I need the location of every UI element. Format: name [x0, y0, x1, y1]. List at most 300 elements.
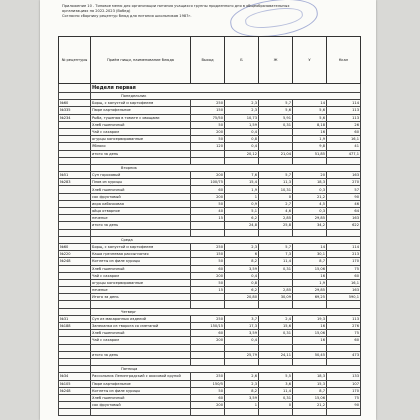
cell-output: 50	[191, 279, 225, 286]
cell-protein: 8,2	[225, 387, 259, 394]
cell-carbs: 19,3	[293, 315, 327, 322]
cell-dish-name: Рассольник Ленинградский с окосовой крупой	[91, 373, 191, 380]
cell-carbs: 16	[293, 128, 327, 135]
cell-fat	[259, 344, 293, 351]
cell-output: 50	[191, 121, 225, 128]
cell-kcal: 276	[327, 323, 361, 330]
cell-recipe-no	[59, 215, 91, 222]
week-title: Неделя первая	[91, 84, 361, 93]
document-header	[62, 4, 362, 19]
cell-dish-name: Котлеты из филе курицы	[91, 258, 191, 265]
cell-carbs: 4,5	[293, 200, 327, 207]
cell-protein: 6,2	[225, 287, 259, 294]
cell-recipe-no	[59, 279, 91, 286]
cell-recipe-no: №105	[59, 380, 91, 387]
cell-recipe-no	[59, 330, 91, 337]
cell-carbs: 18,3	[293, 179, 327, 186]
cell-protein: 7,6	[225, 172, 259, 179]
cell-fat: 5,7	[259, 100, 293, 107]
cell-dish-name: Чай с сахаром	[91, 337, 191, 344]
table-row	[59, 222, 361, 229]
cell-dish-name: Пюре картофельное	[91, 380, 191, 387]
cell-dish-name: огурцы консервированные	[91, 279, 191, 286]
cell-recipe-no	[59, 344, 91, 351]
cell-kcal: 473	[327, 351, 361, 358]
cell-fat: 0,31	[259, 330, 293, 337]
cell-protein: 0,8	[225, 136, 259, 143]
table-row	[59, 279, 361, 286]
cell-protein: 0,4	[225, 128, 259, 135]
cell-protein: 1,9	[225, 186, 259, 193]
cell-fat	[259, 128, 293, 135]
cell-recipe-no	[59, 222, 91, 229]
cell-fat: 11,3	[259, 179, 293, 186]
table-row	[59, 258, 361, 265]
table-row	[59, 380, 361, 387]
table-row	[59, 150, 361, 157]
cell-dish-name: Итого за день	[91, 294, 191, 301]
cell-recipe-no	[59, 394, 91, 401]
table-row	[59, 287, 361, 294]
cell-carbs: 18,3	[293, 373, 327, 380]
cell-dish-name: Чай с сахаром	[91, 128, 191, 135]
cell-protein: 17,3	[225, 323, 259, 330]
cell-kcal: 75	[327, 265, 361, 272]
cell-fat: 5,91	[259, 114, 293, 121]
cell-recipe-no: №335	[59, 107, 91, 114]
cell-fat: 0	[259, 193, 293, 200]
cell-recipe-no: №283	[59, 179, 91, 186]
cell-protein: 3,7	[225, 315, 259, 322]
cell-output: 15	[191, 215, 225, 222]
cell-kcal: 41	[327, 143, 361, 150]
cell-output: 100/75	[191, 179, 225, 186]
cell-fat: 11,4	[259, 258, 293, 265]
day-title-row	[59, 308, 361, 315]
cell-output: 150	[191, 107, 225, 114]
table-row	[59, 315, 361, 322]
cell-dish-name: печенье	[91, 215, 191, 222]
cell-kcal: 107	[327, 380, 361, 387]
table-row	[59, 387, 361, 394]
cell-fat: 0,31	[259, 121, 293, 128]
col-header-carbs: У	[293, 37, 327, 84]
cell-carbs: 29,85	[293, 215, 327, 222]
cell-fat: 2,7	[259, 200, 293, 207]
cell-dish-name: Борщ, с капустой и картофелем	[91, 100, 191, 107]
cell-carbs: 29,85	[293, 287, 327, 294]
cell-protein: 20,80	[225, 294, 259, 301]
cell-dish-name: Яблоко	[91, 143, 191, 150]
cell-carbs: 15,06	[293, 265, 327, 272]
cell-carbs: 8,7	[293, 258, 327, 265]
cell-recipe-no	[59, 351, 91, 358]
cell-kcal: 16,1	[327, 136, 361, 143]
day-title: Четверг	[91, 308, 361, 315]
cell-output: 200	[191, 272, 225, 279]
cell-kcal	[327, 344, 361, 351]
cell-carbs: 0,3	[293, 186, 327, 193]
cell-kcal: 90	[327, 402, 361, 409]
cell-fat: 7,3	[259, 251, 293, 258]
cell-carbs: 21,2	[293, 402, 327, 409]
cell-recipe-no: №248	[59, 387, 91, 394]
cell-kcal: 163	[327, 172, 361, 179]
cell-output: 200	[191, 172, 225, 179]
cell-kcal: 75	[327, 394, 361, 401]
cell-kcal: 46	[327, 200, 361, 207]
cell-recipe-no	[59, 128, 91, 135]
header-line-3: Согласно сборнику рецептур блюд для питания школьников 1987г.	[62, 14, 192, 18]
cell-carbs: 30,1	[293, 251, 327, 258]
cell-protein: 1,59	[225, 121, 259, 128]
cell-recipe-no	[59, 136, 91, 143]
cell-carbs: 16	[293, 337, 327, 344]
cell-output: 200	[191, 193, 225, 200]
cell-recipe-no: №248	[59, 258, 91, 265]
cell-protein: 0,4	[225, 272, 259, 279]
cell-recipe-no	[59, 402, 91, 409]
cell-recipe-no	[59, 265, 91, 272]
table-row	[59, 143, 361, 150]
cell-fat	[259, 136, 293, 143]
cell-fat: 2,85	[259, 287, 293, 294]
spacer-row	[59, 358, 361, 365]
cell-carbs: 5,6	[293, 107, 327, 114]
cell-carbs: 34,2	[293, 222, 327, 229]
spacer-row	[59, 301, 361, 308]
table-row	[59, 172, 361, 179]
cell-dish-name: Хлеб пшеничный	[91, 265, 191, 272]
col-header-protein: Б	[225, 37, 259, 84]
header-line-2: организациях на 2022-2023 (Вобед)	[62, 9, 131, 13]
cell-output: 150	[191, 251, 225, 258]
cell-fat: 2,4	[259, 315, 293, 322]
table-row	[59, 351, 361, 358]
cell-kcal: 270	[327, 179, 361, 186]
cell-carbs: 21,2	[293, 193, 327, 200]
col-header-fat: Ж	[259, 37, 293, 84]
cell-dish-name	[91, 344, 191, 351]
table-row	[59, 265, 361, 272]
cell-carbs: 69,25	[293, 294, 327, 301]
cell-output: 60	[191, 394, 225, 401]
cell-recipe-no: №234	[59, 114, 91, 121]
cell-protein: 24,8	[225, 222, 259, 229]
cell-protein: 3,59	[225, 265, 259, 272]
table-row	[59, 251, 361, 258]
cell-protein: 5,1	[225, 208, 259, 215]
cell-protein: 0,4	[225, 337, 259, 344]
cell-dish-name: Плов из курицы	[91, 179, 191, 186]
table-row	[59, 100, 361, 107]
cell-dish-name: Суп гороховый	[91, 172, 191, 179]
cell-fat	[259, 337, 293, 344]
cell-fat	[259, 272, 293, 279]
table-row	[59, 402, 361, 409]
cell-protein: 0,9	[225, 200, 259, 207]
cell-carbs: 16	[293, 272, 327, 279]
cell-fat: 5,5	[259, 373, 293, 380]
cell-dish-name: итого за день	[91, 351, 191, 358]
cell-output	[191, 294, 225, 301]
cell-carbs: 15,3	[293, 380, 327, 387]
cell-protein: 1	[225, 402, 259, 409]
cell-carbs: 51,85	[293, 150, 327, 157]
cell-fat: 3,6	[259, 380, 293, 387]
cell-carbs: 14	[293, 100, 327, 107]
col-header-recipe-no: № рецептуры	[59, 37, 91, 84]
table-row	[59, 344, 361, 351]
cell-recipe-no	[59, 200, 91, 207]
cell-dish-name: итого за день	[91, 150, 191, 157]
cell-carbs: 15,06	[293, 394, 327, 401]
cell-protein: 0,8	[225, 279, 259, 286]
cell-fat: 5,7	[259, 172, 293, 179]
cell-carbs: 0,3	[293, 208, 327, 215]
cell-dish-name: Суп из макаронных изделий	[91, 315, 191, 322]
table-row	[59, 193, 361, 200]
cell-output: 150/15	[191, 323, 225, 330]
cell-protein: 10,73	[225, 114, 259, 121]
cell-kcal: 113	[327, 114, 361, 121]
cell-output: 150/5	[191, 380, 225, 387]
cell-dish-name: икра кабачковая	[91, 200, 191, 207]
day-title: Вторник	[91, 164, 361, 171]
day-title-row	[59, 93, 361, 100]
cell-fat: 15,6	[259, 323, 293, 330]
table-row	[59, 337, 361, 344]
cell-protein: 2,6	[225, 373, 259, 380]
cell-dish-name: Борщ, с капустой и картофелем	[91, 243, 191, 250]
cell-recipe-no	[59, 287, 91, 294]
table-row	[59, 128, 361, 135]
cell-carbs: 9,8	[293, 143, 327, 150]
table-row	[59, 136, 361, 143]
day-title: Понедельник	[91, 93, 361, 100]
cell-carbs	[293, 344, 327, 351]
cell-dish-name: Рыба, тушеная в томате с овощами	[91, 114, 191, 121]
cell-carbs: 1,9	[293, 279, 327, 286]
day-title-row	[59, 366, 361, 373]
cell-fat	[259, 279, 293, 286]
cell-protein: 2,3	[225, 380, 259, 387]
cell-carbs: 1,9	[293, 136, 327, 143]
cell-dish-name: Чай с сахаром	[91, 272, 191, 279]
cell-recipe-no: №220	[59, 251, 91, 258]
cell-output: 60	[191, 265, 225, 272]
cell-carbs: 15,06	[293, 330, 327, 337]
day-title-row	[59, 236, 361, 243]
cell-dish-name: Котлеты из филе курицы	[91, 387, 191, 394]
table-row	[59, 208, 361, 215]
cell-kcal: 60	[327, 128, 361, 135]
cell-carbs: 20	[293, 172, 327, 179]
cell-carbs: 8,7	[293, 387, 327, 394]
cell-recipe-no	[59, 272, 91, 279]
menu-table-body	[59, 84, 361, 416]
cell-dish-name: Пюре картофельное	[91, 107, 191, 114]
cell-output: 60	[191, 186, 225, 193]
table-row	[59, 215, 361, 222]
table-row	[59, 330, 361, 337]
menu-table	[58, 36, 361, 416]
cell-dish-name: сок фруктовый	[91, 193, 191, 200]
table-row	[59, 186, 361, 193]
cell-carbs: 5,6	[293, 114, 327, 121]
cell-dish-name: Хлеб пшеничный	[91, 394, 191, 401]
cell-output: 250	[191, 315, 225, 322]
cell-recipe-no: №60	[59, 243, 91, 250]
cell-recipe-no	[59, 193, 91, 200]
cell-kcal: 133	[327, 373, 361, 380]
header-line-1: Приложение 10 . Типовое меню для организации питания учащихся группы продленного дня в общеобразовательных	[62, 4, 290, 8]
table-row	[59, 179, 361, 186]
cell-dish-name: сок фруктовый	[91, 402, 191, 409]
col-header-kcal: Ккал	[327, 37, 361, 84]
cell-kcal: 75	[327, 330, 361, 337]
cell-kcal: 113	[327, 107, 361, 114]
cell-carbs: 16	[293, 323, 327, 330]
table-row	[59, 121, 361, 128]
table-row	[59, 294, 361, 301]
cell-output: 200	[191, 128, 225, 135]
cell-protein: 8,2	[225, 258, 259, 265]
cell-recipe-no: №31	[59, 315, 91, 322]
spacer-row	[59, 409, 361, 416]
cell-protein: 3,59	[225, 394, 259, 401]
cell-dish-name: Каша гречневая рассыпчатая	[91, 251, 191, 258]
spacer-row	[59, 229, 361, 236]
cell-kcal: 163	[327, 215, 361, 222]
table-row	[59, 323, 361, 330]
cell-kcal: 622	[327, 222, 361, 229]
cell-recipe-no	[59, 121, 91, 128]
cell-kcal: 64	[327, 208, 361, 215]
cell-dish-name: Хлеб пшеничный	[91, 330, 191, 337]
cell-protein: 2,3	[225, 243, 259, 250]
table-row	[59, 272, 361, 279]
cell-kcal: 590,1	[327, 294, 361, 301]
cell-kcal: 163	[327, 287, 361, 294]
col-header-dish-name: Приём пищи, наименование блюда	[91, 37, 191, 84]
cell-protein: 2,3	[225, 100, 259, 107]
cell-protein	[225, 344, 259, 351]
cell-fat	[259, 143, 293, 150]
cell-output	[191, 222, 225, 229]
cell-kcal: 60	[327, 337, 361, 344]
cell-protein: 15,4	[225, 179, 259, 186]
cell-output: 75/50	[191, 114, 225, 121]
cell-recipe-no: №60	[59, 100, 91, 107]
cell-output: 200	[191, 402, 225, 409]
cell-output: 50	[191, 387, 225, 394]
cell-protein: 2,3	[225, 107, 259, 114]
cell-dish-name: Хлеб пшеничный	[91, 186, 191, 193]
cell-output	[191, 351, 225, 358]
cell-output: 120	[191, 143, 225, 150]
day-title-row	[59, 164, 361, 171]
cell-output: 250	[191, 373, 225, 380]
cell-recipe-no: №51	[59, 172, 91, 179]
week-title-row	[59, 84, 361, 93]
cell-kcal: 170	[327, 258, 361, 265]
cell-fat: 21,04	[259, 150, 293, 157]
cell-output	[191, 150, 225, 157]
cell-dish-name: яйцо отварное	[91, 208, 191, 215]
cell-recipe-no: №188	[59, 323, 91, 330]
cell-kcal: 60	[327, 272, 361, 279]
cell-kcal: 213	[327, 251, 361, 258]
cell-fat: 30,09	[259, 294, 293, 301]
cell-protein: 3,59	[225, 330, 259, 337]
cell-fat: 2,85	[259, 215, 293, 222]
cell-protein: 1	[225, 193, 259, 200]
cell-fat: 10,31	[259, 186, 293, 193]
cell-kcal: 26	[327, 121, 361, 128]
cell-output: 40	[191, 208, 225, 215]
table-row	[59, 107, 361, 114]
cell-protein: 6,2	[225, 215, 259, 222]
cell-output	[191, 344, 225, 351]
cell-kcal: 114	[327, 243, 361, 250]
cell-output: 200	[191, 337, 225, 344]
cell-fat: 0,31	[259, 265, 293, 272]
cell-dish-name: Хлеб пшеничный	[91, 121, 191, 128]
cell-kcal: 16,1	[327, 279, 361, 286]
cell-kcal: 477,1	[327, 150, 361, 157]
spacer-row	[59, 157, 361, 164]
table-row	[59, 114, 361, 121]
cell-output: 50	[191, 258, 225, 265]
cell-dish-name: Запеканка из творога со сметаной	[91, 323, 191, 330]
cell-kcal: 114	[327, 100, 361, 107]
cell-protein: 0,4	[225, 143, 259, 150]
cell-dish-name: итого за день	[91, 222, 191, 229]
cell-output: 250	[191, 100, 225, 107]
col-header-output: Выход	[191, 37, 225, 84]
table-row	[59, 243, 361, 250]
cell-recipe-no	[59, 143, 91, 150]
cell-kcal: 170	[327, 387, 361, 394]
cell-kcal: 90	[327, 193, 361, 200]
cell-recipe-no: №34	[59, 373, 91, 380]
cell-carbs: 8,18	[293, 121, 327, 128]
cell-fat: 11,4	[259, 387, 293, 394]
cell-fat: 24,11	[259, 351, 293, 358]
cell-recipe-no	[59, 208, 91, 215]
cell-carbs: 50,45	[293, 351, 327, 358]
cell-fat: 0,31	[259, 394, 293, 401]
table-header-row	[59, 37, 361, 84]
cell-recipe-no	[59, 294, 91, 301]
cell-output: 250	[191, 243, 225, 250]
cell-protein: 20,12	[225, 150, 259, 157]
cell-recipe-no	[59, 150, 91, 157]
cell-recipe-no	[59, 337, 91, 344]
cell-dish-name: печенье	[91, 287, 191, 294]
table-row	[59, 373, 361, 380]
cell-fat: 25,8	[259, 222, 293, 229]
cell-protein: 6	[225, 251, 259, 258]
cell-output: 15	[191, 287, 225, 294]
cell-recipe-no	[59, 186, 91, 193]
cell-dish-name: огурцы консервированные	[91, 136, 191, 143]
cell-fat: 5,6	[259, 107, 293, 114]
cell-protein: 25,79	[225, 351, 259, 358]
cell-output: 60	[191, 330, 225, 337]
cell-output: 50	[191, 136, 225, 143]
